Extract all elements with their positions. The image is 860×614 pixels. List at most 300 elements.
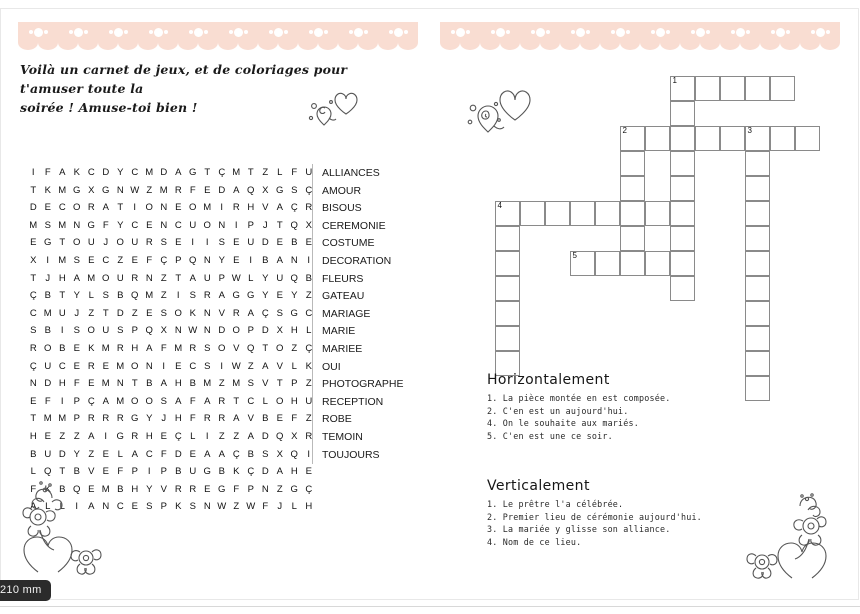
word-search-letter: V [262,378,269,390]
word-search-letter: T [276,378,283,390]
word-search-letter: M [101,483,110,495]
word-search-letter: F [291,413,298,425]
word-search-letter: W [231,360,241,372]
crossword-cell[interactable] [495,276,520,301]
word-search-letter: H [131,483,139,495]
word-search-letter: O [145,202,153,214]
word-search-letter: E [175,237,182,249]
word-search-letter: H [290,466,298,478]
word-search-letter: O [102,272,110,284]
word-search-letter: Ç [29,290,37,302]
word-search-letter: F [30,483,37,495]
crossword-cell[interactable] [595,201,620,226]
word-search-letter: L [306,325,312,337]
word-search-letter: M [174,342,183,354]
crossword-cell[interactable] [745,201,770,226]
word-search-letter: S [160,395,167,407]
word-search-letter: M [145,167,154,178]
word-search-letter: O [73,237,81,249]
word-search-letter: Y [262,272,269,284]
word-search-letter: B [117,290,124,302]
word-search-letter: O [116,237,124,249]
word-search-letter: V [233,342,240,354]
word-search-letter: R [189,483,197,495]
word-search-letter: N [203,325,211,337]
crossword-cell[interactable] [695,76,720,101]
word-search-letter: U [189,466,197,478]
clue-item: 1. Le prêtre l'a célébrée. [487,499,624,509]
word-search-letter: R [203,413,211,425]
crossword-cell[interactable] [670,176,695,201]
crossword-cell[interactable] [745,276,770,301]
word-search-row [26,164,316,182]
word-search-letter: V [262,202,269,214]
crossword-cell[interactable] [620,251,645,276]
crossword-cell[interactable] [645,126,670,151]
word-search-letter: C [247,395,255,407]
word-search-letter: N [116,378,124,390]
word-search-letter: A [233,413,240,425]
word-search-letter: N [29,378,37,390]
word-search-letter: E [305,237,312,249]
word-search-letter: L [248,272,254,284]
word-search-letter: G [44,237,52,249]
crossword-cell[interactable] [745,376,770,401]
word-search-letter: B [175,466,182,478]
word-search-letter: P [247,483,254,495]
word-search-letter: X [262,184,269,196]
word-search-letter: Q [290,219,298,231]
word-search-letter: C [29,307,37,319]
word-search-letter: I [307,448,311,460]
word-search-letter: D [261,325,269,337]
lace-border-right [440,22,840,50]
word-search-letter: F [146,254,153,266]
clue-item: 1. La pièce montée en est composée. [487,393,671,403]
word-search-letter: Q [145,325,153,337]
word-search-letter: S [291,184,298,196]
crossword-cell-number: 3 [747,126,752,135]
word-search-letter: L [88,290,94,302]
word-search-letter: Ç [305,184,313,196]
crossword-cell[interactable] [620,126,645,151]
crossword-cell[interactable] [545,201,570,226]
word-search-letter: A [189,272,196,284]
word-search-letter: E [131,501,138,513]
word-search-divider [312,164,313,464]
word-search-word-list [322,165,404,464]
word-search-letter: P [131,325,138,337]
crossword-cell[interactable] [745,301,770,326]
word-search-letter: J [277,501,283,513]
word-search-letter: F [44,395,51,407]
word-search-letter: E [233,254,240,266]
word-search-letter: K [73,167,80,178]
word-search-letter: Z [88,307,95,319]
word-search-letter: T [117,202,124,214]
word-search-letter: H [290,395,298,407]
word-search-letter: X [305,219,312,231]
word-search-row [26,393,316,411]
word-search-letter: G [203,466,211,478]
word-search-letter: L [45,501,51,513]
word-search-letter: D [261,430,269,442]
word-search-letter: M [203,378,212,390]
word-search-letter: G [131,413,139,425]
word-search-letter: L [277,167,283,178]
word-search-letter: B [59,342,66,354]
word-search-letter: T [30,413,37,425]
word-search-letter: U [189,219,197,231]
word-search-letter: Q [290,272,298,284]
word-search-letter: Ç [305,342,313,354]
word-search-letter: E [30,395,37,407]
word-search-letter: B [218,466,225,478]
word-search-row [26,252,316,270]
crossword-cell[interactable] [645,251,670,276]
crossword-cell[interactable] [495,301,520,326]
crossword-cell[interactable] [745,251,770,276]
word-search-letter: H [174,413,182,425]
crossword-cell[interactable] [670,201,695,226]
word-search-letter: L [117,448,123,460]
crossword-cell[interactable] [620,201,645,226]
word-search-letter: N [145,360,153,372]
word-search-letter: A [102,395,109,407]
intro-line-2: soirée ! Amuse-toi bien ! [20,100,198,115]
crossword-cell[interactable] [745,76,770,101]
word-search-letter: N [73,219,81,231]
crossword-cell[interactable] [670,226,695,251]
word-search-letter: F [160,342,167,354]
clues-vertical [487,478,702,548]
word-search-letter: D [261,466,269,478]
word-search-letter: R [145,237,153,249]
word-search-letter: Z [247,360,254,372]
heart-swirl-ornament-icon [305,84,375,137]
word-search-letter: G [232,290,240,302]
word-search-letter: X [160,325,167,337]
word-search-letter: T [276,219,283,231]
crossword-cell[interactable] [770,126,795,151]
word-search-letter: R [131,272,139,284]
word-search-letter: S [146,501,153,513]
word-search-letter: E [88,254,95,266]
crossword-cell[interactable] [745,351,770,376]
word-search-letter: Z [218,378,225,390]
word-search-letter: T [175,272,182,284]
word-search-letter: Y [146,413,153,425]
word-list-item: MARIE [322,325,356,338]
word-search-letter: S [262,448,269,460]
word-search-letter: L [30,466,36,478]
crossword-cell[interactable] [670,276,695,301]
word-search-letter: N [218,219,226,231]
word-search-letter: U [131,237,139,249]
crossword-cell[interactable] [695,126,720,151]
word-search-letter: Z [59,430,66,442]
word-search-letter: V [160,483,167,495]
word-search-letter: A [102,202,109,214]
word-search-letter: G [189,167,197,178]
word-search-letter: M [145,290,154,302]
word-search-letter: I [75,501,79,513]
word-search-letter: T [131,378,138,390]
word-search-letter: W [217,501,227,513]
word-search-row [26,270,316,288]
crossword-cell[interactable] [770,76,795,101]
word-search-letter: F [189,184,196,196]
word-list-item: COSTUME [322,237,375,250]
word-search-letter: R [87,413,95,425]
word-list-item: MARIAGE [322,307,371,320]
word-search-letter: S [276,307,283,319]
clue-item: 4. On le souhaite aux mariés. [487,418,640,429]
word-search-letter: O [203,219,211,231]
word-search-letter: E [189,448,196,460]
word-search-letter: J [262,219,268,231]
word-search-letter: O [131,360,139,372]
crossword-cell[interactable] [495,326,520,351]
word-search-letter: A [73,272,80,284]
word-search-letter: R [29,342,37,354]
word-search-letter: F [189,395,196,407]
word-search-letter: E [30,237,37,249]
word-search-letter: U [116,272,124,284]
crossword-cell[interactable] [795,126,820,151]
word-search-letter: Z [160,290,167,302]
word-search-letter: T [204,167,211,178]
word-search-letter: C [116,501,124,513]
word-search-letter: D [58,448,66,460]
word-search-letter: U [247,237,255,249]
word-search-letter: A [276,466,283,478]
word-search-row [26,446,316,464]
crossword-cell[interactable] [670,126,695,151]
word-search-letter: Q [131,290,139,302]
word-search-letter: I [234,219,238,231]
crossword-cell[interactable] [620,176,645,201]
crossword-cell-number: 2 [622,126,627,135]
word-search-letter: Z [73,430,80,442]
word-search-letter: P [160,466,167,478]
word-search-letter: Z [262,167,269,178]
crossword-cell[interactable] [670,151,695,176]
word-search-letter: M [43,307,52,319]
word-search-row [26,358,316,376]
word-search-letter: B [117,483,124,495]
word-list-item: AMOUR [322,184,362,197]
word-search-letter: M [29,219,38,231]
crossword-cell[interactable] [745,176,770,201]
word-search-letter: G [87,219,95,231]
crossword-cell[interactable] [595,251,620,276]
word-search-letter: B [44,325,51,337]
word-search-letter: W [188,325,198,337]
word-search-letter: F [44,167,51,178]
word-search-letter: Y [291,290,298,302]
word-list-item: FLEURS [322,272,364,285]
word-search-letter: D [102,167,110,178]
word-search-letter: Ç [247,466,255,478]
word-search-letter: R [102,413,110,425]
word-search-letter: Z [160,272,167,284]
word-search-letter: C [87,167,95,178]
word-search-letter: G [290,307,298,319]
word-search-letter: K [305,360,312,372]
crossword-cell[interactable] [720,126,745,151]
clues-horizontal-list [487,392,670,442]
word-search-letter: I [31,167,35,178]
crossword-cell[interactable] [645,201,670,226]
word-search-letter: P [291,378,298,390]
word-search-letter: I [133,202,137,214]
clue-item: 4. Nom de ce lieu. [487,536,582,547]
word-search-letter: N [290,254,298,266]
crossword-cell[interactable] [570,251,595,276]
word-search-letter: R [131,430,139,442]
word-search-letter: R [218,395,226,407]
word-search-row [26,217,316,235]
word-search-letter: D [29,202,37,214]
crossword-cell[interactable] [620,151,645,176]
word-search-letter: C [131,219,139,231]
word-search-letter: N [145,272,153,284]
word-search-letter: U [44,448,52,460]
word-search-letter: Z [233,430,240,442]
word-search-letter: H [290,325,298,337]
word-search-letter: O [276,395,284,407]
word-search-letter: I [162,360,166,372]
word-search-letter: B [262,254,269,266]
word-search-letter: T [59,466,66,478]
crossword-cell[interactable] [495,226,520,251]
word-search-letter: S [189,290,196,302]
word-search-letter: P [218,272,225,284]
word-search-letter: R [189,342,197,354]
crossword-cell[interactable] [520,201,545,226]
word-search-letter: E [233,237,240,249]
word-search-letter: N [102,501,110,513]
word-search-letter: E [102,360,109,372]
word-search-letter: Ç [87,395,95,407]
word-search-letter: W [231,272,241,284]
corner-ornament-bottom-left-icon [14,472,114,585]
word-search-letter: S [160,237,167,249]
word-search-letter: A [247,430,254,442]
word-search-letter: S [73,254,80,266]
word-search-letter: Z [305,378,312,390]
word-search-letter: F [73,378,80,390]
word-search-letter: Ç [218,167,226,178]
lace-border-left [18,22,418,50]
word-search-letter: O [145,395,153,407]
word-search-letter: L [291,501,297,513]
word-search-letter: F [262,501,269,513]
word-search-letter: B [44,290,51,302]
word-search-letter: B [262,413,269,425]
word-search-letter: L [262,395,268,407]
word-search-letter: B [189,378,196,390]
word-search-letter: V [218,307,225,319]
crossword-cell[interactable] [745,151,770,176]
word-search-letter: L [291,360,297,372]
word-search-letter: F [233,483,240,495]
crossword-cell[interactable] [670,76,695,101]
word-search-letter: R [87,202,95,214]
word-search-letter: H [247,202,255,214]
crossword-cell[interactable] [620,226,645,251]
crossword-cell[interactable] [495,251,520,276]
word-search-letter: S [189,501,196,513]
word-search-letter: G [247,290,255,302]
word-search-letter: F [117,466,124,478]
word-search-letter: Q [247,342,255,354]
word-search-letter: Y [73,290,80,302]
intro-line-1: Voilà un carnet de jeux, et de coloriages pour t'amuser toute la [20,62,348,96]
word-search-letter: J [45,272,51,284]
word-search-letter: F [291,167,298,178]
clues-horizontal [487,372,670,442]
word-search-letter: Z [233,501,240,513]
crossword-cell[interactable] [495,201,520,226]
word-search-letter: G [102,184,110,196]
word-search-letter: Ç [305,483,313,495]
word-search-letter: X [30,254,37,266]
word-search-letter: H [145,430,153,442]
word-search-letter: Y [117,167,124,178]
word-search-letter: N [116,184,124,196]
word-search-letter: L [190,430,196,442]
crossword-cell[interactable] [570,201,595,226]
word-search-letter: M [116,360,125,372]
word-search-letter: R [232,307,240,319]
word-search-letter: Z [146,184,153,196]
word-search-letter: T [262,342,269,354]
word-search-letter: T [102,307,109,319]
crossword-cell[interactable] [720,76,745,101]
word-search-letter: S [160,307,167,319]
word-search-row [26,182,316,200]
word-search-letter: P [247,219,254,231]
word-search-letter: H [305,501,313,513]
crossword-cell[interactable] [745,126,770,151]
word-search-letter: E [44,430,51,442]
word-search-letter: R [116,342,124,354]
word-search-letter: M [116,395,125,407]
word-search-letter: Z [88,448,95,460]
word-search-row [26,375,316,393]
word-search-letter: R [87,360,95,372]
word-search-letter: B [291,237,298,249]
word-search-row [26,199,316,217]
word-search-row [26,340,316,358]
word-search-letter: I [176,290,180,302]
word-search-letter: H [174,378,182,390]
word-search-letter: O [189,202,197,214]
word-search-letter: X [276,325,283,337]
crossword-cell[interactable] [745,226,770,251]
clue-item: 5. C'en est une ce soir. [487,430,613,441]
word-search-letter: E [146,307,153,319]
word-search-letter: J [103,237,109,249]
crossword-cell[interactable] [670,101,695,126]
crossword-cell[interactable] [670,251,695,276]
word-search-letter: I [249,254,253,266]
word-search-letter: I [147,466,151,478]
crossword-cell[interactable] [745,326,770,351]
word-search-letter: V [247,413,254,425]
